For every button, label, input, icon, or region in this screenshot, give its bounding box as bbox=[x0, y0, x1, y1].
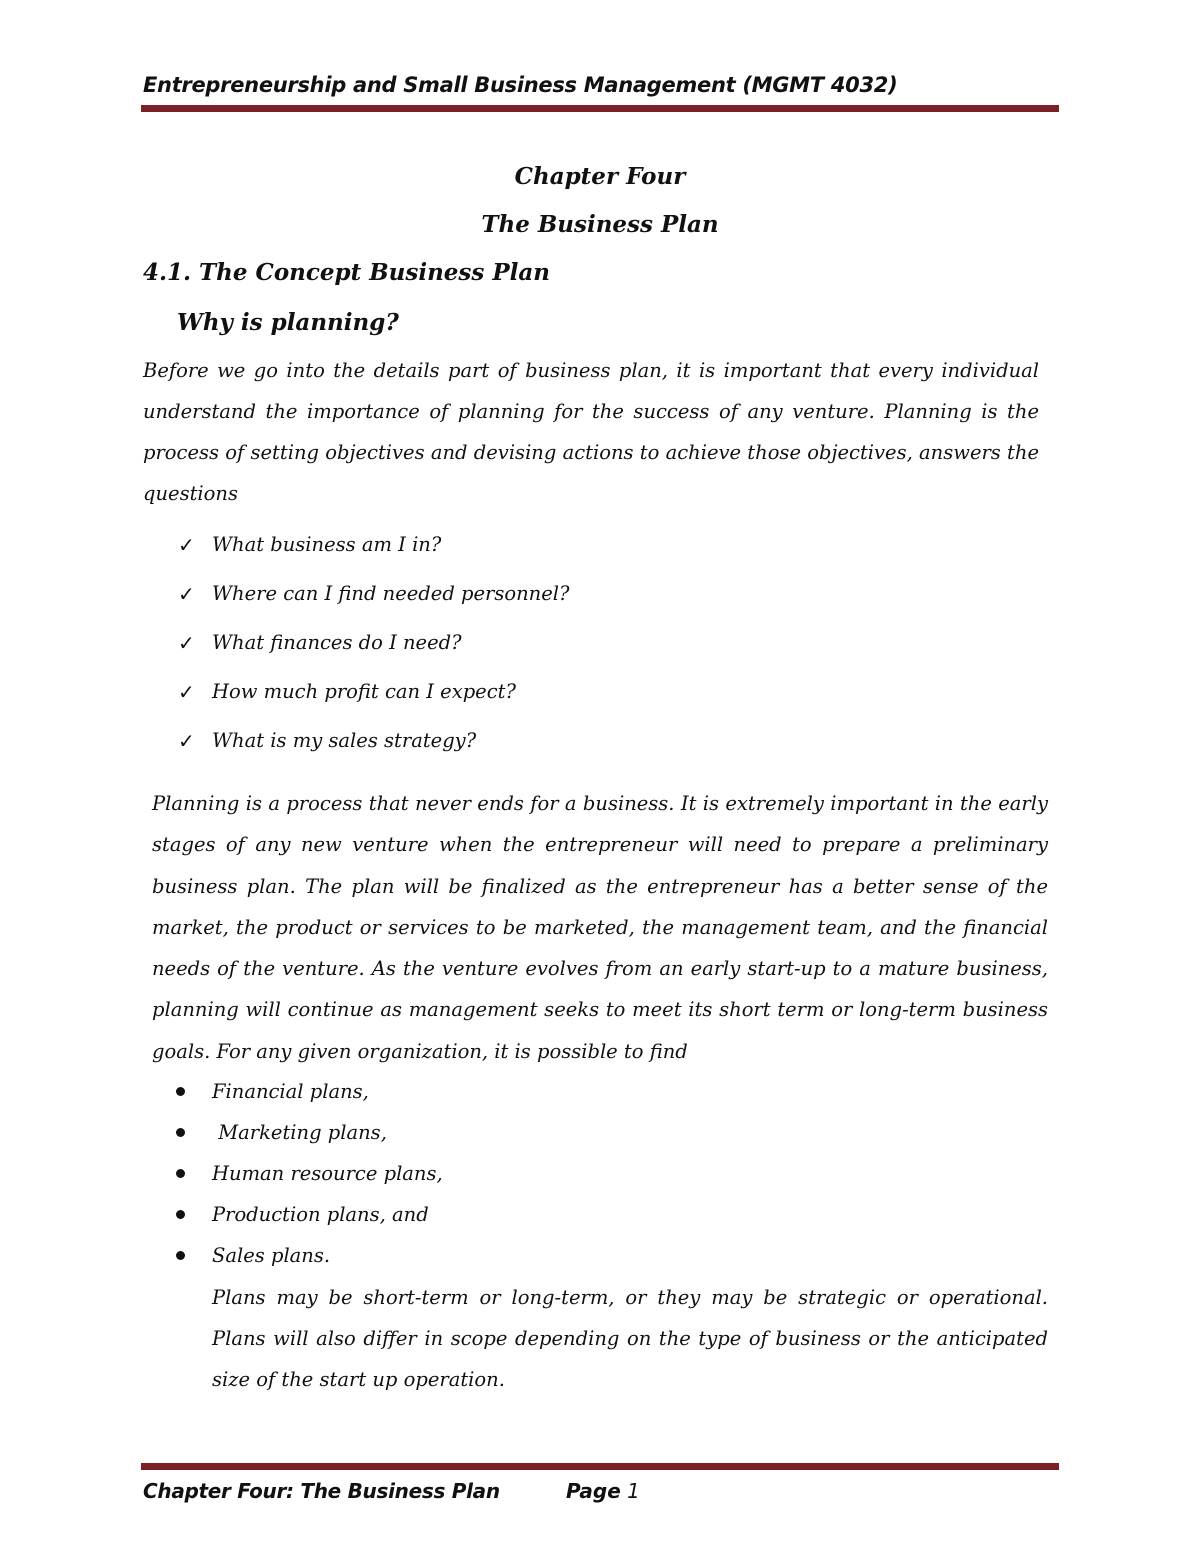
bullet-icon bbox=[176, 1128, 185, 1137]
page-number: 1 bbox=[627, 1479, 640, 1503]
page-label: Page bbox=[566, 1479, 621, 1503]
checklist-item-text: What finances do I need? bbox=[212, 630, 462, 654]
check-icon: ✓ bbox=[178, 532, 195, 557]
plans-bullet-list bbox=[176, 1071, 443, 1276]
section-heading: 4.1. The Concept Business Plan bbox=[143, 259, 550, 286]
check-icon: ✓ bbox=[178, 630, 195, 655]
checklist-item-text: What is my sales strategy? bbox=[212, 728, 477, 752]
checklist-item bbox=[178, 520, 569, 569]
checklist-item-text: Where can I find needed personnel? bbox=[212, 581, 570, 605]
checklist-item-text: How much profit can I expect? bbox=[212, 679, 516, 703]
checklist-item bbox=[178, 716, 569, 765]
checklist-item-text: What business am I in? bbox=[212, 532, 442, 556]
footer-chapter-label: Chapter Four: The Business Plan bbox=[143, 1479, 500, 1503]
bullet-item bbox=[176, 1112, 443, 1153]
bullet-item bbox=[176, 1194, 443, 1235]
intro-paragraph: Before we go into the details part of business plan, it is important that every individual understand the importance of planning for the success of any venture. Planning is the process of setting objectives and devising actions to achieve those objectives, answers the questions bbox=[143, 359, 1039, 505]
question-checklist bbox=[178, 520, 569, 765]
bullet-icon bbox=[176, 1087, 185, 1096]
bullet-item bbox=[176, 1071, 443, 1112]
footer-rule bbox=[141, 1463, 1059, 1470]
running-header: Entrepreneurship and Small Business Management (MGMT 4032) bbox=[143, 73, 898, 97]
planning-paragraph: Planning is a process that never ends for a business. It is extremely important in the early stages of any new venture when the entrepreneur will need to prepare a preliminary business plan. The plan will be finalized as the entrepreneur has a better sense of the market, the product or services to be marketed, the management team, and the financial needs of the venture. As the venture evolves from an early start-up to a mature business, planning will continue as management seeks to meet its short term or long-term business goals. For any given organization, it is possible to find bbox=[152, 792, 1048, 1063]
checklist-item bbox=[178, 569, 569, 618]
bullet-item-text: Sales plans. bbox=[212, 1243, 331, 1267]
chapter-topic: The Business Plan bbox=[481, 211, 719, 238]
checklist-item bbox=[178, 618, 569, 667]
plan-types-paragraph: Plans may be short-term or long-term, or they may be strategic or operational. Plans will also differ in scope depending on the type of business or the anticipated size of the start up operation. bbox=[212, 1286, 1048, 1391]
bullet-item-text: Production plans, and bbox=[212, 1202, 429, 1226]
bullet-icon bbox=[176, 1210, 185, 1219]
header-rule bbox=[141, 105, 1059, 112]
check-icon: ✓ bbox=[178, 581, 195, 606]
check-icon: ✓ bbox=[178, 679, 195, 704]
chapter-title: Chapter Four bbox=[514, 163, 686, 190]
bullet-item-text: Financial plans, bbox=[212, 1079, 369, 1103]
footer-page-number bbox=[566, 1476, 640, 1506]
bullet-item bbox=[176, 1235, 443, 1276]
bullet-icon bbox=[176, 1169, 185, 1178]
sub-heading: Why is planning? bbox=[177, 309, 399, 336]
bullet-item bbox=[176, 1153, 443, 1194]
checklist-item bbox=[178, 667, 569, 716]
check-icon: ✓ bbox=[178, 728, 195, 753]
bullet-icon bbox=[176, 1251, 185, 1260]
bullet-item-text: Marketing plans, bbox=[212, 1120, 387, 1144]
bullet-item-text: Human resource plans, bbox=[212, 1161, 443, 1185]
